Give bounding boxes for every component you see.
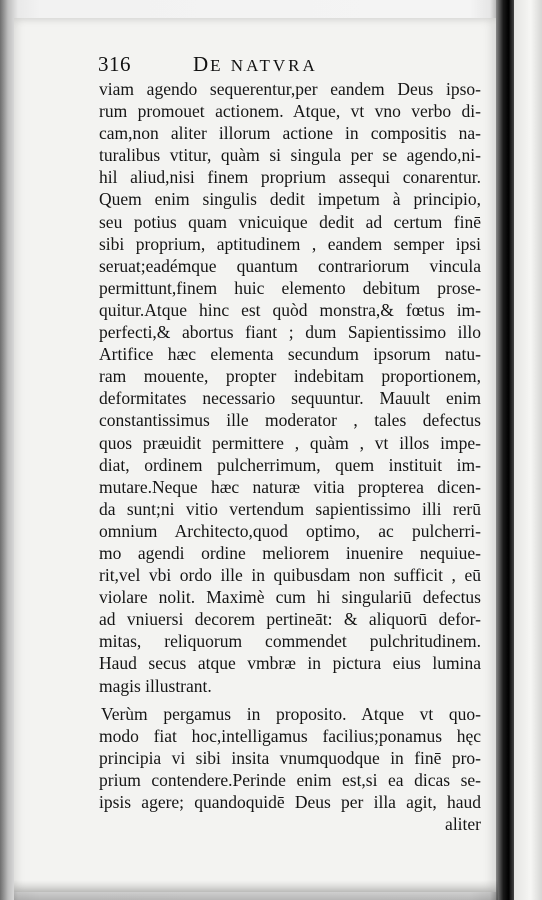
text-line: ram mouente, propter indebitam proportionem, (99, 366, 481, 387)
text-line: perfecti,& abortus fiant ; dum Sapientissimo illo (99, 322, 481, 343)
text-line: principia vi sibi insita vnumquodque in finē pro- (99, 747, 481, 768)
running-title-initial: D (193, 52, 211, 76)
page-bottom-shadow (14, 880, 498, 900)
running-title-rest: E NATVRA (210, 56, 318, 75)
paragraph-2 (99, 703, 481, 813)
text-line: seu potius quam vnicuique dedit ad certum finē (99, 211, 481, 232)
catchword: aliter (445, 814, 481, 835)
text-line: ad vniuersi decorem pertineāt: & aliquorū defor- (99, 609, 481, 630)
running-header (98, 48, 478, 80)
text-line: mutare.Neque hæc naturæ vitia propterea dicen- (99, 476, 481, 497)
text-line: mo agendi ordine meliorem inuenire nequiue- (99, 542, 481, 563)
body-text (99, 78, 481, 835)
text-line: cam,non aliter illorum actione in compositis na- (99, 123, 481, 144)
text-line: deformitates necessario sequuntur. Mauult enim (99, 388, 481, 409)
text-line: Artifice hæc elementa secundum ipsorum natu- (99, 344, 481, 365)
text-line: da sunt;ni vitio vertendum sapientissimo illi rerū (99, 498, 481, 519)
text-line: rit,vel vbi ordo ille in quibusdam non sufficit , eū (99, 565, 481, 586)
text-line: violare nolit. Maximè cum hi singulariū defectus (99, 587, 481, 608)
running-title (193, 48, 318, 82)
text-line: turalibus vtitur, quàm si singula per se agendo,ni- (99, 145, 481, 166)
text-line: omnium Architecto,quod optimo, ac pulcherri- (99, 520, 481, 541)
paragraph-1 (99, 78, 481, 697)
text-line: hil aliud,nisi finem proprium assequi conarentur. (99, 167, 481, 188)
text-line: mitas, reliquorum commendet pulchritudinem. (99, 631, 481, 652)
text-line: constantissimus ille moderator , tales defectus (99, 410, 481, 431)
text-line: magis illustrant. (99, 675, 212, 696)
text-line: prium contendere.Perinde enim est,si ea dicas se- (99, 769, 481, 790)
text-line: quitur.Atque hinc est quòd monstra,& fœtus im- (99, 299, 481, 320)
text-line: ipsis agere; quandoquidē Deus per illa agit, haud (99, 792, 481, 812)
text-line: sibi proprium, aptitudinem , eandem semper ipsi (99, 233, 481, 254)
book-spine (496, 0, 514, 900)
text-line: diat, ordinem pulcherrimum, quem instituit im- (99, 454, 481, 475)
text-line: viam agendo sequerentur,per eandem Deus ipso- (99, 79, 481, 99)
page-number: 316 (98, 52, 131, 76)
text-line: quos præuidit permittere , quàm , vt illos impe- (99, 432, 481, 453)
text-line: seruat;eadémque quantum contrariorum vincula (99, 255, 481, 276)
text-line: permittunt,finem huic elemento debitum prose- (99, 277, 481, 298)
facing-page-edge (514, 0, 542, 900)
text-line: Verùm pergamus in proposito. Atque vt quo- (101, 703, 481, 724)
text-line: Haud secus atque vmbræ in pictura eius lumina (99, 653, 481, 674)
text-line: Quem enim singulis dedit impetum à principio, (99, 189, 481, 210)
text-line: rum promouet actionem. Atque, vt vno verbo di- (99, 101, 481, 122)
text-line: modo fiat hoc,intelligamus facilius;ponamus hęc (99, 725, 481, 746)
